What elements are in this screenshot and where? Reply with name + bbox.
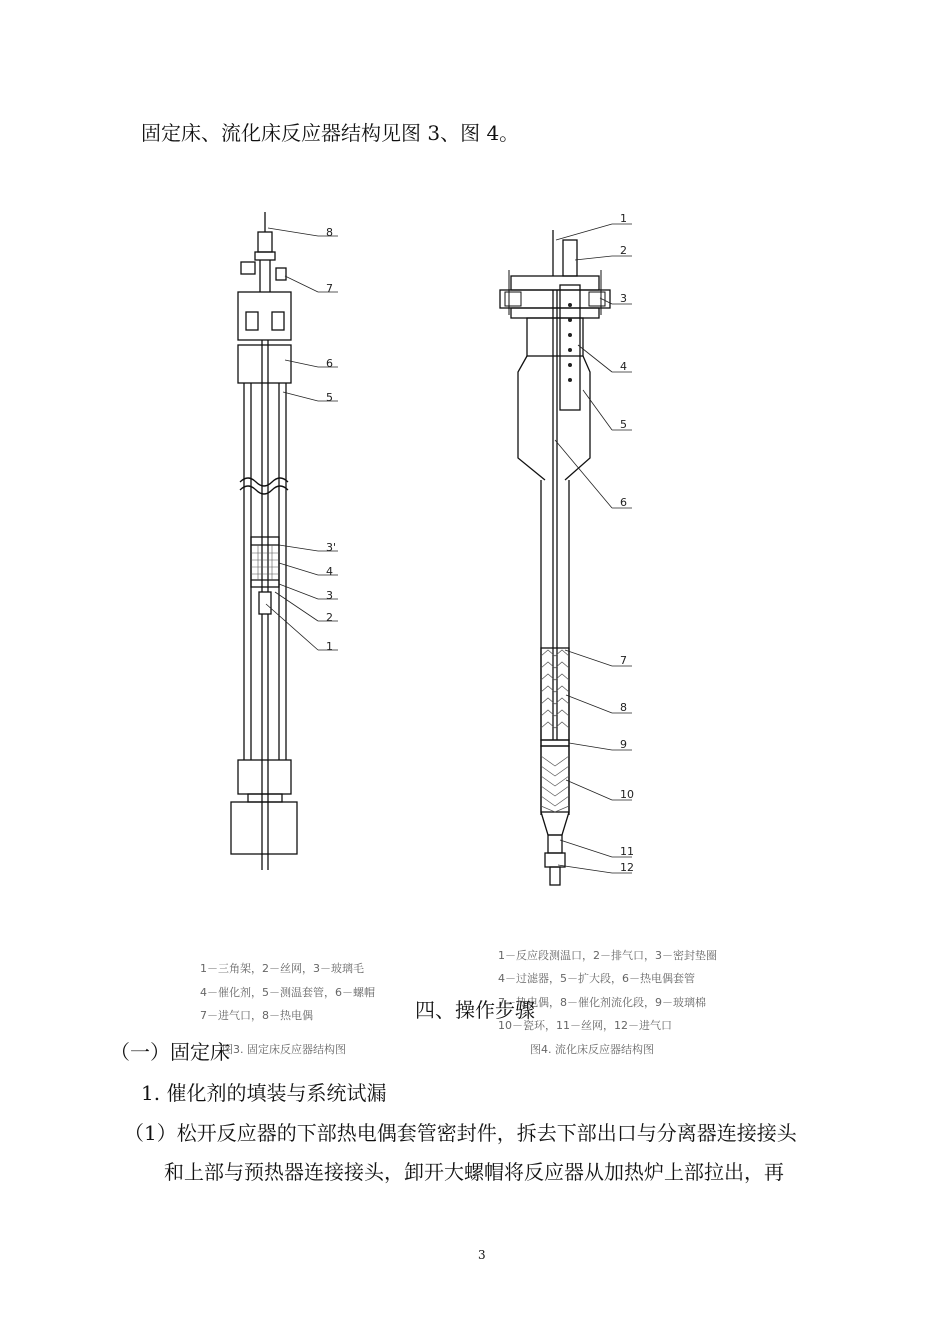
fig3-label: 8 bbox=[326, 226, 333, 239]
fig4-label: 7 bbox=[620, 654, 627, 667]
fig3-label: 5 bbox=[326, 391, 333, 404]
fig4-legend-line: 1－反应段测温口，2－排气口，3－密封垫圈 bbox=[498, 949, 717, 962]
fig4-label: 3 bbox=[620, 292, 627, 305]
fig3-label: 3' bbox=[326, 541, 337, 554]
fig4-label: 5 bbox=[620, 418, 627, 431]
fig3-label: 4 bbox=[326, 565, 333, 578]
fig4-label: 8 bbox=[620, 701, 627, 714]
fig4-label: 9 bbox=[620, 738, 627, 751]
fig3-label: 3 bbox=[326, 589, 333, 602]
fig4-label: 6 bbox=[620, 496, 627, 509]
fig3-label: 2 bbox=[326, 611, 333, 624]
fig4-label: 1 bbox=[620, 212, 627, 225]
paragraph-line: （1）松开反应器的下部热电偶套管密封件，拆去下部出口与分离器连接接头 bbox=[124, 1121, 797, 1145]
fig4-label: 12 bbox=[620, 861, 634, 874]
fig3-legend-line: 7－进气口，8－热电偶 bbox=[200, 1009, 313, 1022]
numbered-item: 1. 催化剂的填装与系统试漏 bbox=[141, 1081, 387, 1105]
fig4-legend-line: 7－热电偶，8－催化剂流化段，9－玻璃棉 bbox=[498, 996, 706, 1009]
fig3-legend-line: 4－催化剂，5－测温套管，6－螺帽 bbox=[200, 986, 375, 999]
fig3-caption: 图3. 固定床反应器结构图 bbox=[222, 1043, 346, 1056]
intro-text: 固定床、流化床反应器结构见图 3、图 4。 bbox=[141, 121, 520, 145]
fig4-legend-line: 10－瓷环，11－丝网，12－进气口 bbox=[498, 1019, 672, 1032]
fig4-legend-line: 4－过滤器，5－扩大段，6－热电偶套管 bbox=[498, 972, 695, 985]
fig4-label: 2 bbox=[620, 244, 627, 257]
page-number: 3 bbox=[478, 1248, 486, 1262]
fig4-label: 4 bbox=[620, 360, 627, 373]
fig3-label: 6 bbox=[326, 357, 333, 370]
fig3-label: 1 bbox=[326, 640, 333, 653]
fig3-label: 7 bbox=[326, 282, 333, 295]
section-heading: 四、操作步骤 bbox=[415, 998, 535, 1022]
paragraph-line: 和上部与预热器连接接头，卸开大螺帽将反应器从加热炉上部拉出，再 bbox=[164, 1160, 784, 1184]
subsection-heading: （一）固定床 bbox=[110, 1040, 230, 1064]
fig4-label: 11 bbox=[620, 845, 634, 858]
fig4-label: 10 bbox=[620, 788, 634, 801]
fig3-legend-line: 1－三角架，2－丝网，3－玻璃毛 bbox=[200, 962, 364, 975]
fig4-caption: 图4. 流化床反应器结构图 bbox=[530, 1043, 654, 1056]
